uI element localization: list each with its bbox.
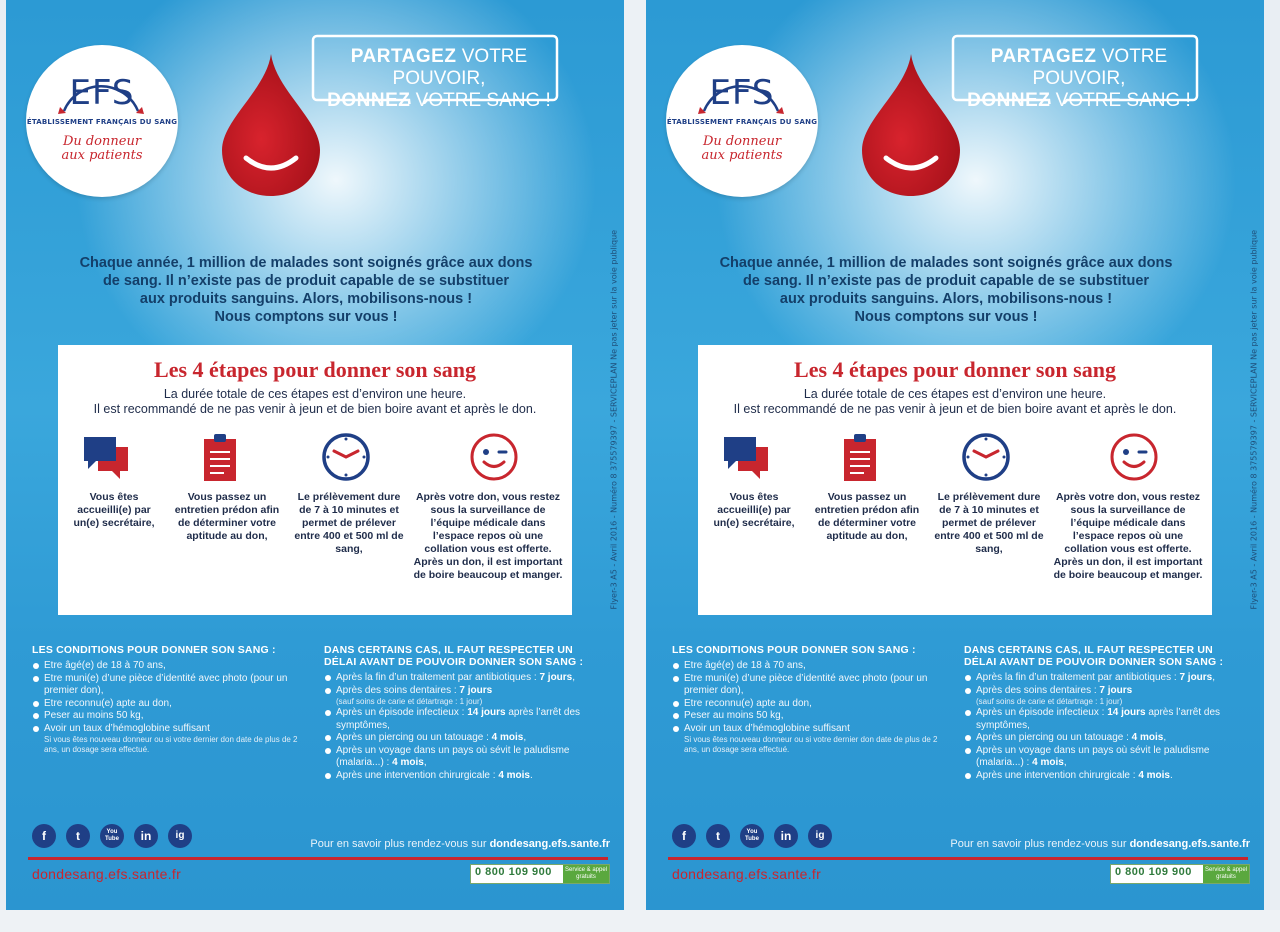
side-legal-note [604, 229, 619, 625]
delay-text: Après des soins dentaires : [336, 684, 460, 696]
more-info-prefix: Pour en savoir plus rendez-vous sur [310, 838, 490, 850]
phone-badge [1110, 864, 1250, 884]
linkedin-icon[interactable]: in [134, 824, 158, 848]
side-legal-note [1244, 229, 1259, 625]
delay-end: après l’arrêt des symptômes, [976, 707, 1221, 731]
steps-title: Les 4 étapes pour donner son sang [794, 357, 1116, 382]
more-info-link[interactable]: dondesang.efs.sante.fr [489, 838, 610, 850]
logo-tagline-2: aux patients [61, 148, 143, 163]
more-info-prefix: Pour en savoir plus rendez-vous sur [950, 838, 1130, 850]
condition-item [32, 723, 300, 756]
delay-item [324, 770, 596, 783]
intro-line-3: aux produits sanguins. Alors, mobilisons-nous ! [779, 291, 1113, 307]
delay-end: , [523, 732, 527, 743]
step-1-text: Vous êtes accueilli(e) par un(e) secrétaire, [713, 491, 795, 529]
condition-text: Etre muni(e) d’une pièce d’identité avec photo (pour un premier don), [684, 672, 928, 696]
delay-duration: 7 jours [539, 672, 573, 683]
condition-text: Etre reconnu(e) apte au don, [44, 697, 172, 709]
condition-item [672, 723, 940, 756]
condition-text: Etre âgé(e) de 18 à 70 ans, [44, 660, 166, 671]
delay-text: Après des soins dentaires : [976, 684, 1100, 696]
delay-duration: 7 jours [1179, 672, 1213, 683]
delay-text: Après un voyage dans un pays où sévit le paludisme (malaria...) : [336, 744, 570, 768]
slogan-line2-bold: DONNEZ [967, 90, 1051, 111]
delay-text: Après un épisode infectieux : [976, 707, 1108, 718]
delay-text: Après la fin d’un traitement par antibiotiques : [976, 672, 1180, 683]
clipboard-icon [834, 431, 886, 483]
delays-title: DANS CERTAINS CAS, IL FAUT RESPECTER UN DÉLAI AVANT DE POUVOIR DONNER SON SANG : [324, 644, 584, 668]
intro-text [46, 254, 566, 326]
delay-text: Après un piercing ou un tatouage : [976, 732, 1132, 743]
delay-text: Après la fin d’un traitement par antibiotiques : [336, 672, 540, 683]
steps-subtitle-1: La durée totale de ces étapes est d’environ une heure. [163, 387, 467, 401]
more-info [292, 838, 610, 850]
smiley-icon [468, 431, 520, 483]
logo-org-name: ÉTABLISSEMENT FRANÇAIS DU SANG [666, 118, 818, 126]
delay-item [324, 707, 596, 732]
intro-line-2: de sang. Il n’existe pas de produit capable de se substituer [102, 273, 510, 289]
chat-bubbles-icon [720, 433, 772, 485]
youtube-icon[interactable]: You Tube [100, 824, 124, 848]
site-link[interactable]: dondesang.efs.sante.fr [672, 866, 822, 882]
condition-item [32, 698, 300, 711]
delay-duration: 14 jours [1107, 707, 1146, 718]
steps-subtitle [58, 387, 572, 417]
twitter-icon[interactable]: t [706, 824, 730, 848]
steps-subtitle-2: Il est recommandé de ne pas venir à jeun et de bien boire avant et après le don. [733, 402, 1177, 416]
delays-list [964, 672, 1236, 782]
steps-box [58, 345, 572, 615]
site-link[interactable]: dondesang.efs.sante.fr [32, 866, 182, 882]
steps-title: Les 4 étapes pour donner son sang [154, 357, 476, 382]
condition-item [32, 673, 300, 698]
delays-section [964, 644, 1236, 782]
logo-org-name: ÉTABLISSEMENT FRANÇAIS DU SANG [26, 118, 178, 126]
delay-duration: 4 mois [1131, 732, 1164, 743]
steps-box [698, 345, 1212, 615]
instagram-icon[interactable]: ig [808, 824, 832, 848]
delay-text: Après une intervention chirurgicale : [336, 769, 499, 781]
step-4-text: Après votre don, vous restez sous la surveillance de l’équipe médicale dans l’espace repos où une collation vous est offerte. Après un don, il est important de boire beaucoup et manger. [413, 491, 563, 581]
slogan-line2-rest: VOTRE SANG ! [410, 90, 551, 111]
scan-bottom-strip [0, 910, 1280, 932]
blood-drop-icon [856, 50, 966, 200]
intro-line-1: Chaque année, 1 million de malades sont soignés grâce aux dons [719, 255, 1173, 271]
logo-brand: EFS [709, 73, 775, 113]
conditions-section [32, 644, 300, 755]
instagram-icon[interactable]: ig [168, 824, 192, 848]
conditions-list [672, 660, 940, 755]
delay-end: , [423, 757, 427, 768]
delay-text: Après un piercing ou un tatouage : [336, 732, 492, 743]
step-2-text: Vous passez un entretien prédon afin de déterminer votre aptitude au don, [814, 491, 920, 542]
delay-item [324, 685, 596, 708]
delay-item [324, 672, 596, 685]
condition-text: Avoir un taux d’hémoglobine suffisant [684, 722, 850, 734]
logo-tagline [26, 135, 178, 163]
delay-item [964, 732, 1236, 745]
intro-line-1: Chaque année, 1 million de malades sont soignés grâce aux dons [79, 255, 533, 271]
more-info [932, 838, 1250, 850]
steps-subtitle-2: Il est recommandé de ne pas venir à jeun et de bien boire avant et après le don. [93, 402, 537, 416]
logo-tagline-2: aux patients [701, 148, 783, 163]
delay-item [324, 732, 596, 745]
delay-end: après l’arrêt des symptômes, [336, 707, 581, 731]
smiley-icon [1108, 431, 1160, 483]
facebook-icon[interactable]: f [32, 824, 56, 848]
delay-item [964, 770, 1236, 783]
logo-tagline [666, 135, 818, 163]
intro-line-2: de sang. Il n’existe pas de produit capable de se substituer [742, 273, 1150, 289]
delays-list [324, 672, 596, 782]
condition-note: Si vous êtes nouveau donneur ou si votre dernier don date de plus de 2 ans, un dosage sera effectué. [684, 735, 938, 754]
step-3-text: Le prélèvement dure de 7 à 10 minutes et permet de prélever entre 400 et 500 ml de sang, [934, 491, 1044, 555]
flyer-right [646, 0, 1264, 910]
phone-number[interactable]: 0 800 109 900 [1115, 866, 1192, 878]
clock-icon [960, 431, 1012, 483]
slogan-text [962, 46, 1196, 112]
slogan-line1-rest: VOTRE POUVOIR, [392, 46, 528, 89]
delay-item [964, 672, 1236, 685]
linkedin-icon[interactable]: in [774, 824, 798, 848]
chat-bubbles-icon [80, 433, 132, 485]
steps-subtitle [698, 387, 1212, 417]
efs-logo [666, 45, 818, 197]
conditions-section [672, 644, 940, 755]
free-service-badge: Service & appel gratuits [563, 865, 609, 883]
side-note-text: Flyer-3 A5 - Avril 2016 - Numéro 8 375579397 - SERVICEPLAN Ne pas jeter sur la voie publique [1249, 229, 1259, 610]
conditions-title: LES CONDITIONS POUR DONNER SON SANG : [32, 644, 276, 656]
intro-line-4: Nous comptons sur vous ! [214, 309, 398, 325]
delay-item [964, 745, 1236, 770]
delays-title: DANS CERTAINS CAS, IL FAUT RESPECTER UN DÉLAI AVANT DE POUVOIR DONNER SON SANG : [964, 644, 1224, 668]
condition-text: Etre muni(e) d’une pièce d’identité avec photo (pour un premier don), [44, 672, 288, 696]
efs-logo [26, 45, 178, 197]
condition-item [672, 710, 940, 723]
delay-end: . [530, 769, 533, 781]
condition-text: Etre âgé(e) de 18 à 70 ans, [684, 660, 806, 671]
delay-text: Après un épisode infectieux : [336, 707, 468, 718]
page-gap [624, 0, 646, 932]
more-info-link[interactable]: dondesang.efs.sante.fr [1129, 838, 1250, 850]
delay-duration: 4 mois [1138, 769, 1170, 781]
footer-divider [668, 857, 1248, 860]
intro-line-3: aux produits sanguins. Alors, mobilisons-nous ! [139, 291, 473, 307]
delay-item [324, 745, 596, 770]
intro-text [686, 254, 1206, 326]
delay-note: (sauf soins de carie et détartrage : 1 jour) [976, 697, 1123, 706]
step-2-text: Vous passez un entretien prédon afin de déterminer votre aptitude au don, [174, 491, 280, 542]
delay-end: , [572, 672, 576, 683]
twitter-icon[interactable]: t [66, 824, 90, 848]
delay-end: , [1063, 757, 1067, 768]
condition-note: Si vous êtes nouveau donneur ou si votre dernier don date de plus de 2 ans, un dosage sera effectué. [44, 735, 298, 754]
conditions-title: LES CONDITIONS POUR DONNER SON SANG : [672, 644, 916, 656]
condition-text: Peser au moins 50 kg, [44, 710, 144, 721]
delay-duration: 7 jours [1099, 684, 1133, 696]
youtube-icon[interactable]: You Tube [740, 824, 764, 848]
slogan-line2-rest: VOTRE SANG ! [1050, 90, 1191, 111]
clipboard-icon [194, 431, 246, 483]
slogan-line1-rest: VOTRE POUVOIR, [1032, 46, 1168, 89]
logo-tagline-1: Du donneur [62, 134, 142, 149]
blood-drop-icon [216, 50, 326, 200]
delay-end: . [1170, 769, 1173, 781]
delay-duration: 14 jours [467, 707, 506, 718]
conditions-list [32, 660, 300, 755]
slogan-line2-bold: DONNEZ [327, 90, 411, 111]
delay-duration: 7 jours [459, 684, 493, 696]
clock-icon [320, 431, 372, 483]
condition-item [32, 660, 300, 673]
condition-item [672, 660, 940, 673]
free-service-badge: Service & appel gratuits [1203, 865, 1249, 883]
delay-end: , [1163, 732, 1167, 743]
delay-item [964, 685, 1236, 708]
phone-badge [470, 864, 610, 884]
slogan-text [322, 46, 556, 112]
delay-text: Après un voyage dans un pays où sévit le paludisme (malaria...) : [976, 744, 1210, 768]
condition-text: Peser au moins 50 kg, [684, 710, 784, 721]
delay-duration: 4 mois [498, 769, 530, 781]
step-4-text: Après votre don, vous restez sous la surveillance de l’équipe médicale dans l’espace repos où une collation vous est offerte. Après un don, il est important de boire beaucoup et manger. [1053, 491, 1203, 581]
condition-item [672, 698, 940, 711]
logo-brand: EFS [69, 73, 135, 113]
facebook-icon[interactable]: f [672, 824, 696, 848]
step-3-text: Le prélèvement dure de 7 à 10 minutes et permet de prélever entre 400 et 500 ml de sang, [294, 491, 404, 555]
flyer-left [6, 0, 624, 910]
slogan-line1-bold: PARTAGEZ [990, 46, 1097, 67]
delay-duration: 4 mois [491, 732, 524, 743]
delay-duration: 4 mois [392, 757, 424, 768]
condition-text: Etre reconnu(e) apte au don, [684, 697, 812, 709]
step-1-text: Vous êtes accueilli(e) par un(e) secrétaire, [73, 491, 155, 529]
delay-item [964, 707, 1236, 732]
delay-duration: 4 mois [1032, 757, 1064, 768]
delay-note: (sauf soins de carie et détartrage : 1 jour) [336, 697, 483, 706]
steps-subtitle-1: La durée totale de ces étapes est d’environ une heure. [803, 387, 1107, 401]
logo-tagline-1: Du donneur [702, 134, 782, 149]
intro-line-4: Nous comptons sur vous ! [854, 309, 1038, 325]
phone-number[interactable]: 0 800 109 900 [475, 866, 552, 878]
footer-divider [28, 857, 608, 860]
delay-end: , [1212, 672, 1216, 683]
delays-section [324, 644, 596, 782]
condition-item [672, 673, 940, 698]
slogan-line1-bold: PARTAGEZ [350, 46, 457, 67]
side-note-text: Flyer-3 A5 - Avril 2016 - Numéro 8 375579397 - SERVICEPLAN Ne pas jeter sur la voie publique [609, 229, 619, 610]
condition-item [32, 710, 300, 723]
condition-text: Avoir un taux d’hémoglobine suffisant [44, 722, 210, 734]
delay-text: Après une intervention chirurgicale : [976, 769, 1139, 781]
